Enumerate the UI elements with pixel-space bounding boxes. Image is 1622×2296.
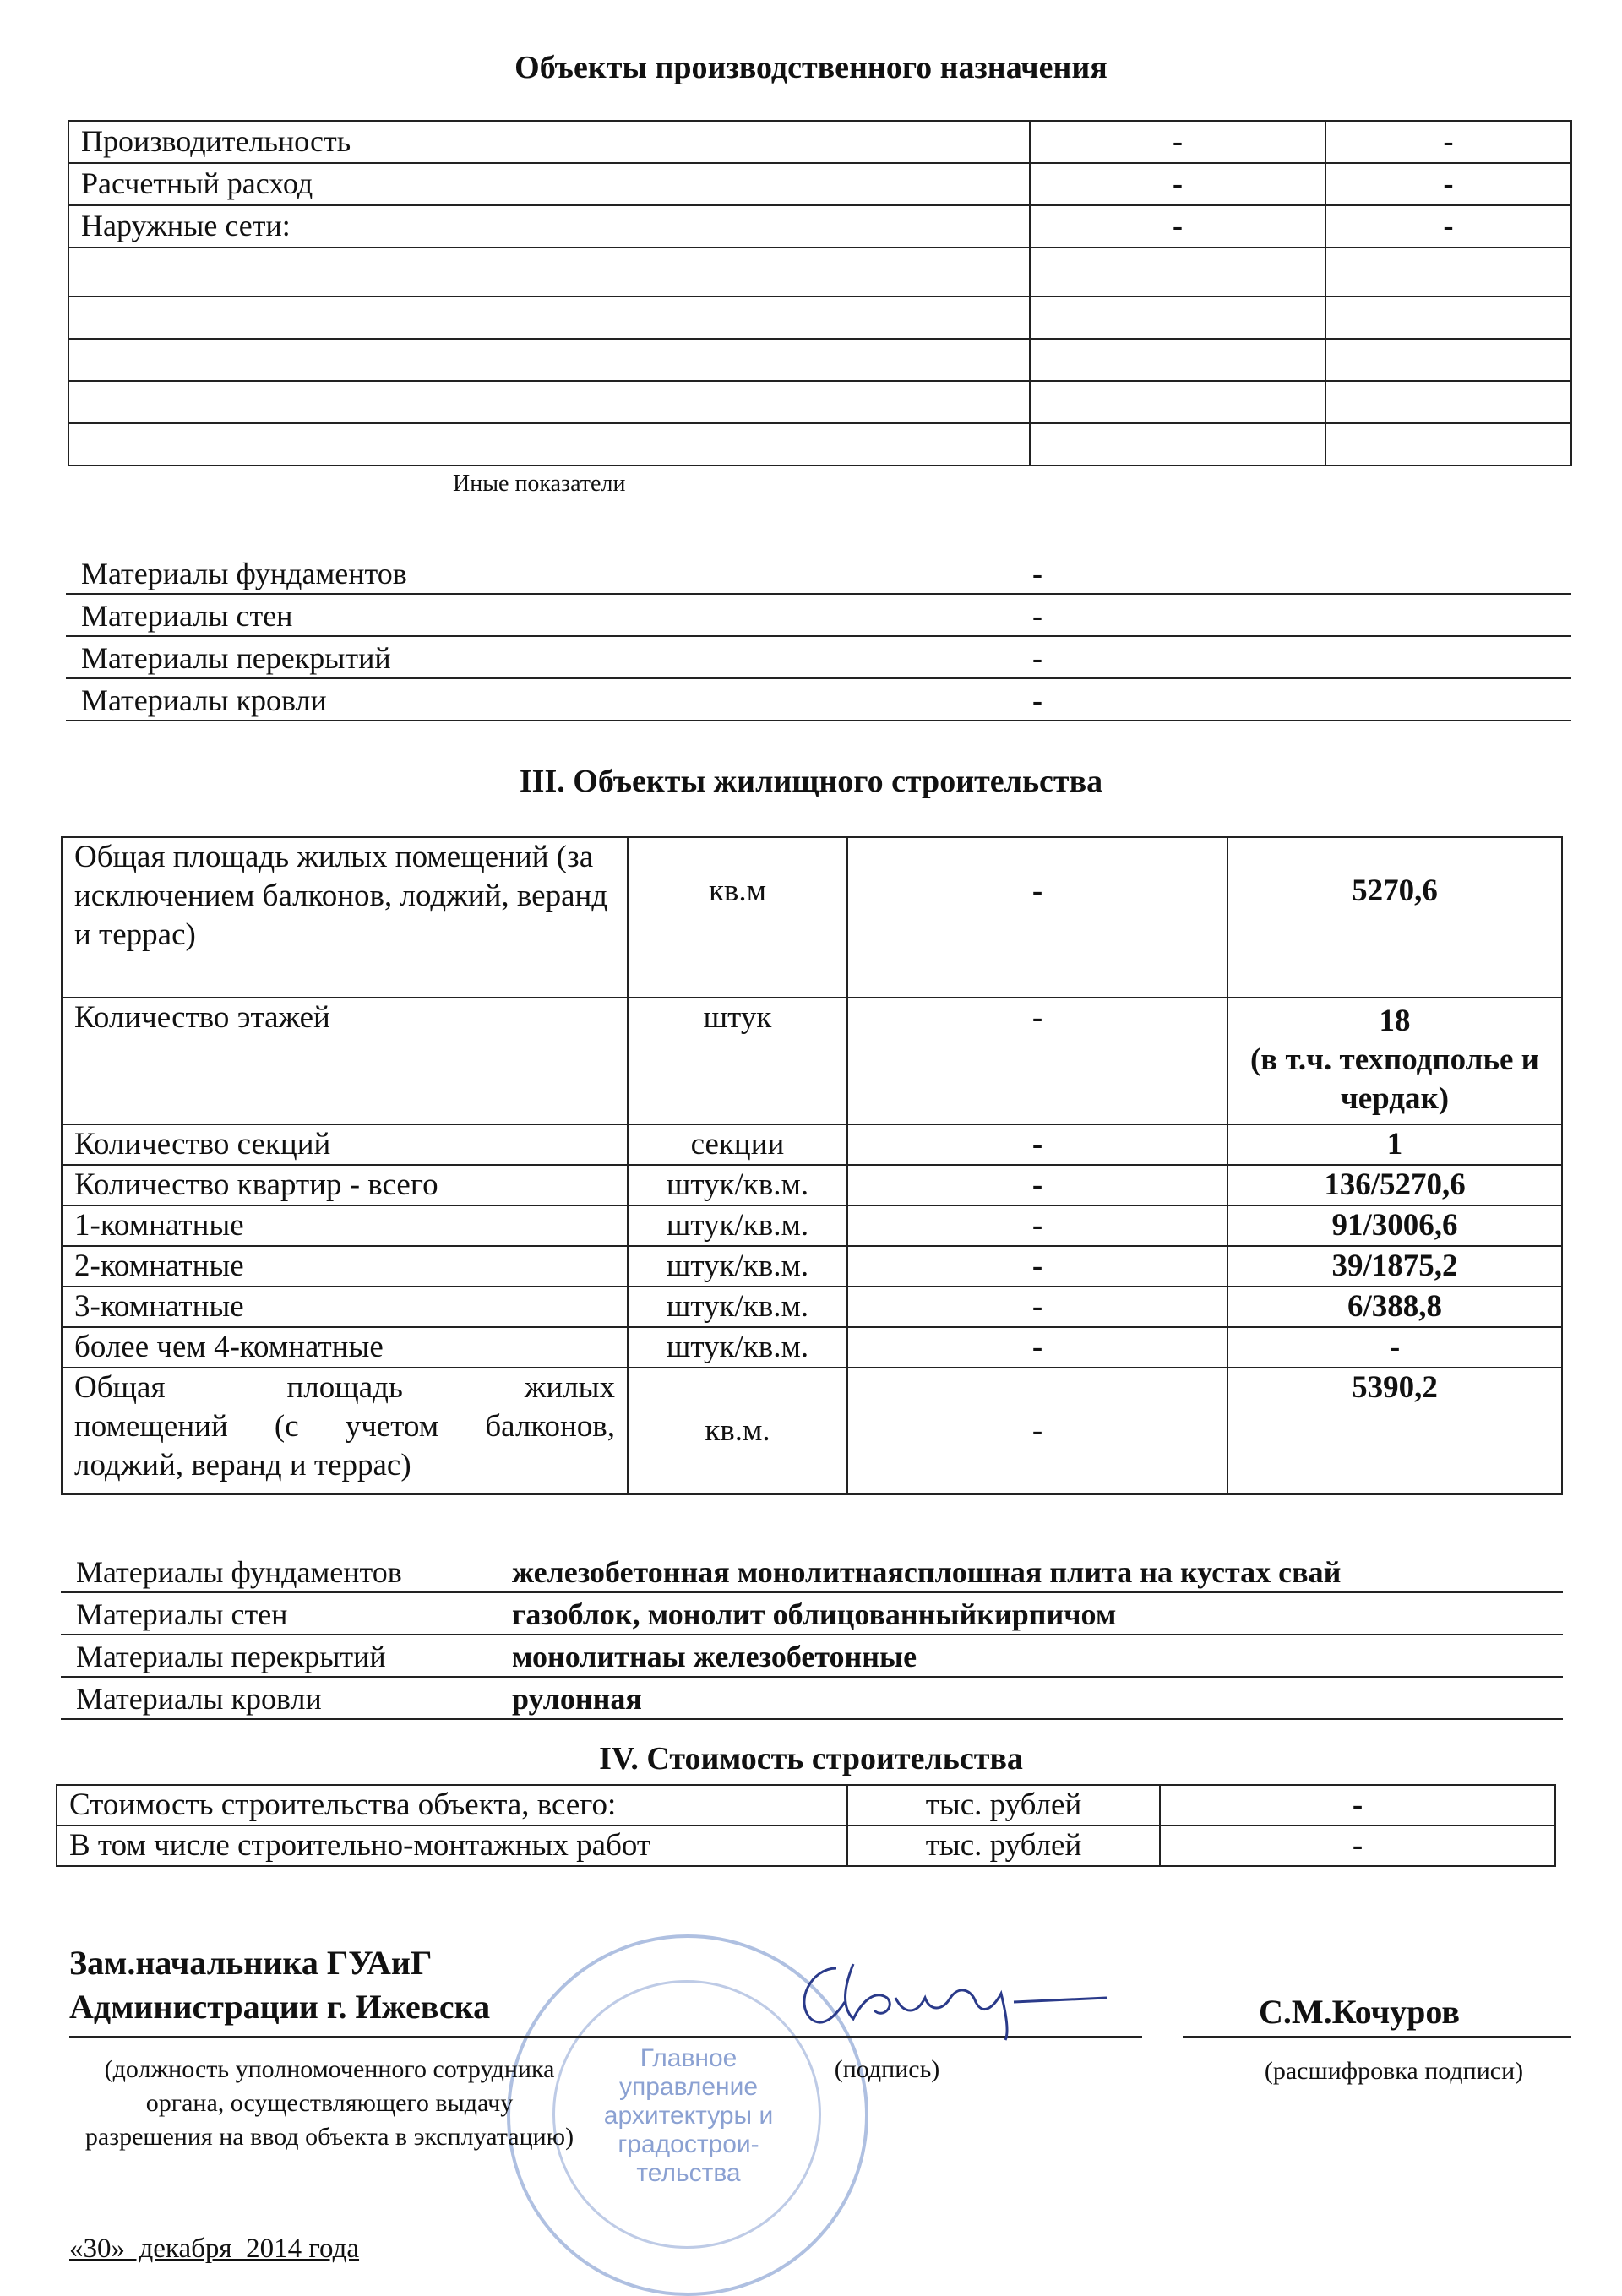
table-row (57, 1825, 1555, 1866)
material-label: Материалы стен (76, 1597, 288, 1631)
row-fact: 6/388,8 (1227, 1287, 1562, 1327)
row-plan: - (847, 1368, 1227, 1494)
table-row (62, 1165, 1562, 1205)
table-row (68, 163, 1571, 205)
section-title-housing: III. Объекты жилищного строительства (519, 764, 1103, 799)
row-label: Количество этажей (62, 998, 628, 1124)
table-row (62, 1287, 1562, 1327)
row-fact (1227, 998, 1562, 1124)
document-date: «30» декабря 2014 года (69, 2233, 360, 2264)
table-row (62, 998, 1562, 1124)
signer-position-line1: Зам.начальника ГУАиГ (69, 1944, 433, 1982)
table-row-empty (68, 297, 1571, 339)
row-value: - (1325, 163, 1571, 205)
row-plan: - (847, 1165, 1227, 1205)
material-value: - (1032, 683, 1042, 717)
row-value: - (1325, 205, 1571, 248)
material-row (61, 1549, 1563, 1593)
material-label: Материалы кровли (81, 683, 327, 717)
material-value: монолитнаы железобетонные (512, 1640, 917, 1673)
row-fact-value: 18 (1379, 1004, 1411, 1038)
caption-position: (должность уполномоченного сотрудника органа, осуществляющего выдачу разрешения на ввод объекта в эксплуатацию) (84, 2055, 574, 2151)
table-row-empty (68, 339, 1571, 381)
table-row (68, 121, 1571, 163)
row-value: - (1160, 1825, 1555, 1866)
row-label: Количество квартир - всего (62, 1165, 628, 1205)
row-fact: 5390,2 (1227, 1368, 1562, 1494)
row-label: 3-комнатные (62, 1287, 628, 1327)
material-row (66, 593, 1571, 637)
row-fact: 136/5270,6 (1227, 1165, 1562, 1205)
row-fact: 5270,6 (1227, 837, 1562, 998)
handwritten-signature (777, 1951, 1115, 2044)
material-row (66, 677, 1571, 721)
signer-position-line2: Администрации г. Ижевска (69, 1988, 491, 2026)
row-unit: штук/кв.м. (628, 1205, 847, 1246)
row-plan: - (847, 1287, 1227, 1327)
signer-name: С.М.Кочуров (1259, 1993, 1461, 2031)
table-row (62, 1246, 1562, 1287)
other-indicators-caption: Иные показатели (453, 471, 626, 497)
row-unit: штук/кв.м. (628, 1165, 847, 1205)
material-label: Материалы перекрытий (76, 1640, 386, 1673)
row-label: Расчетный расход (68, 163, 1030, 205)
row-label: более чем 4-комнатные (62, 1327, 628, 1368)
material-label: Материалы кровли (76, 1682, 322, 1716)
name-underline (1183, 2036, 1571, 2038)
row-label: Стоимость строительства объекта, всего: (57, 1785, 847, 1825)
row-fact: 1 (1227, 1124, 1562, 1165)
cost-table (56, 1784, 1556, 1867)
table-row (57, 1785, 1555, 1825)
caption-name: (расшифровка подписи) (1264, 2057, 1524, 2085)
row-label-line: помещений (с учетом балконов, (74, 1409, 615, 1444)
row-label: Производительность (68, 121, 1030, 163)
row-unit: секции (628, 1124, 847, 1165)
row-unit: тыс. рублей (847, 1785, 1160, 1825)
row-unit: штук/кв.м. (628, 1246, 847, 1287)
section-title-cost: IV. Стоимость строительства (599, 1741, 1023, 1776)
row-plan: - (847, 998, 1227, 1124)
row-fact: 91/3006,6 (1227, 1205, 1562, 1246)
row-value: - (1030, 205, 1325, 248)
row-unit: штук (628, 998, 847, 1124)
material-value: газоблок, монолит облицованныйкирпичом (512, 1597, 1117, 1631)
industrial-table (68, 120, 1572, 466)
row-plan: - (847, 837, 1227, 998)
row-value: - (1160, 1785, 1555, 1825)
material-label: Материалы фундаментов (81, 557, 407, 590)
row-label-line: лоджий, веранд и террас) (74, 1448, 411, 1483)
row-plan: - (847, 1246, 1227, 1287)
row-fact: 39/1875,2 (1227, 1246, 1562, 1287)
material-label: Материалы перекрытий (81, 641, 391, 675)
row-label: Наружные сети: (68, 205, 1030, 248)
row-label: Общая площадь жилых помещений (за исключением балконов, лоджий, веранд и террас) (62, 837, 628, 998)
row-unit: штук/кв.м. (628, 1287, 847, 1327)
material-label: Материалы стен (81, 599, 293, 633)
material-row (66, 635, 1571, 679)
row-plan: - (847, 1327, 1227, 1368)
row-unit: штук/кв.м. (628, 1327, 847, 1368)
row-label (62, 1368, 628, 1494)
table-row-empty (68, 423, 1571, 465)
material-row (61, 1676, 1563, 1720)
row-label-line: Общая площадь жилых (74, 1370, 615, 1405)
row-fact: - (1227, 1327, 1562, 1368)
material-row (66, 549, 1571, 595)
row-label: 2-комнатные (62, 1246, 628, 1287)
row-fact-note: (в т.ч. техподполье и чердак) (1249, 1042, 1540, 1116)
table-row (62, 1368, 1562, 1494)
row-value: - (1325, 121, 1571, 163)
table-row-empty (68, 381, 1571, 423)
row-label: В том числе строительно-монтажных работ (57, 1825, 847, 1866)
material-value: рулонная (512, 1682, 642, 1716)
housing-table (61, 836, 1563, 1495)
table-row (62, 1327, 1562, 1368)
row-unit: тыс. рублей (847, 1825, 1160, 1866)
material-row (61, 1634, 1563, 1678)
row-plan: - (847, 1205, 1227, 1246)
row-plan: - (847, 1124, 1227, 1165)
table-row (62, 1205, 1562, 1246)
section-title-industrial: Объекты производственного назначения (514, 50, 1108, 85)
table-row-empty (68, 248, 1571, 297)
row-label: Количество секций (62, 1124, 628, 1165)
row-unit: кв.м. (628, 1368, 847, 1494)
material-row (61, 1591, 1563, 1635)
material-value: - (1032, 599, 1042, 633)
table-row (68, 205, 1571, 248)
caption-signature: (подпись) (834, 2055, 940, 2083)
row-value: - (1030, 121, 1325, 163)
row-label: 1-комнатные (62, 1205, 628, 1246)
material-value: - (1032, 641, 1042, 675)
table-row (62, 837, 1562, 998)
material-value: - (1032, 557, 1042, 590)
stamp-text: Главное управление архитектуры и градострои-тельства (603, 2044, 774, 2187)
material-label: Материалы фундаментов (76, 1555, 402, 1589)
table-row (62, 1124, 1562, 1165)
material-value: железобетонная монолитнаясплошная плита на кустах свай (512, 1555, 1342, 1589)
row-value: - (1030, 163, 1325, 205)
row-unit: кв.м (628, 837, 847, 998)
